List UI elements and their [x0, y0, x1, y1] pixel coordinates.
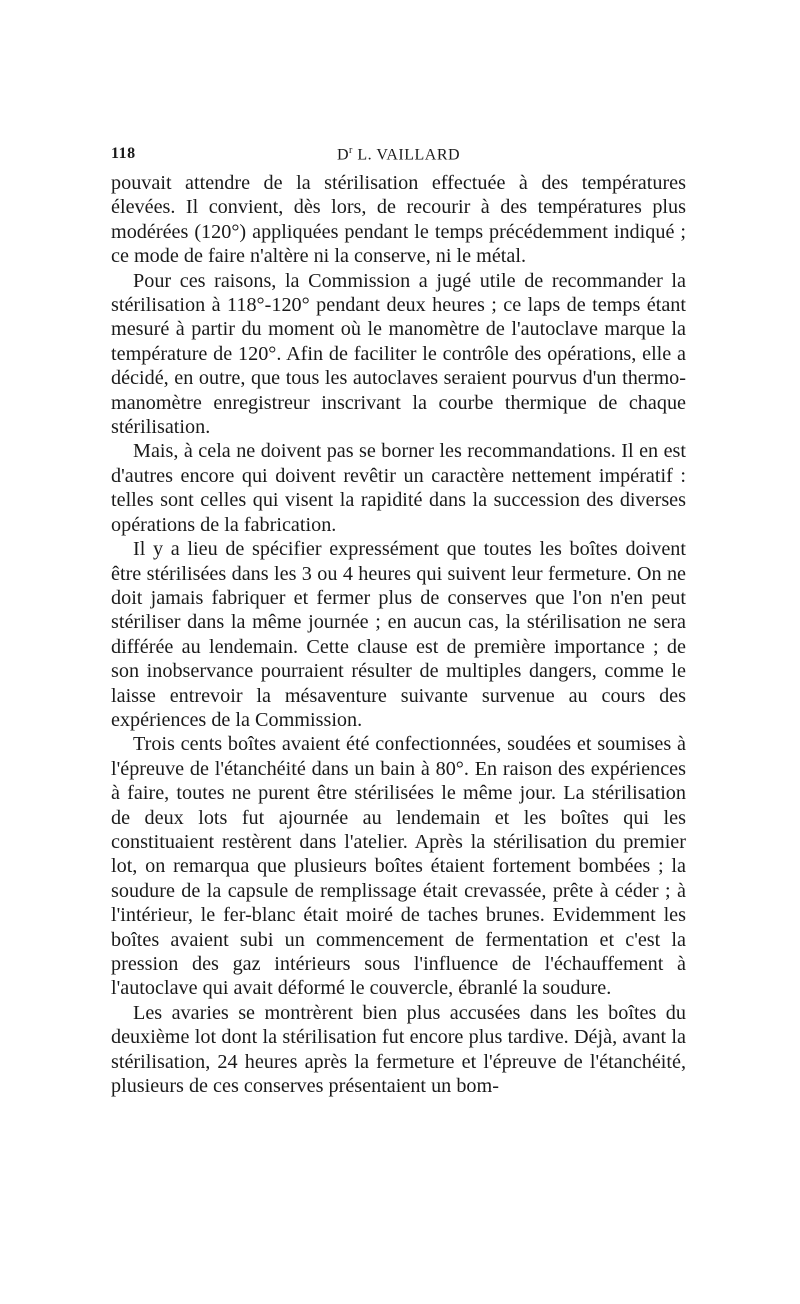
paragraph-1: pouvait attendre de la stérilisation effectuée à des températures élevées. Il convient, dès lors, de recourir à des températures plus modérées (120°) appliquées pendant le temps précédemment indiqué ; ce mode de faire n'altère ni la conserve, ni le métal.	[111, 172, 686, 268]
running-head-author	[111, 145, 686, 164]
author-prefix: D	[336, 146, 350, 164]
paragraph-6: Les avaries se montrèrent bien plus accusées dans les boîtes du deuxième lot dont la stérilisation fut encore plus tardive. Déjà, avant la stérilisation, 24 heures après la fermeture et l'épreuve de l'étanchéité, plusieurs de ces conserves présentaient un bom-	[111, 1001, 686, 1098]
author-superscript: r	[349, 145, 353, 156]
paragraph-5: Trois cents boîtes avaient été confectionnées, soudées et soumises à l'épreuve de l'étanchéité dans un bain à 80°. En raison des expériences à faire, toutes ne purent être stérilisées le même jour. La stérilisation de deux lots fut ajournée au lendemain et les boîtes qui les constituaient restèrent dans l'atelier. Après la stérilisation du premier lot, on remarqua que plusieurs boîtes étaient fortement bombées ; la soudure de la capsule de remplissage était crevassée, prête à céder ; à l'intérieur, le fer-blanc était moiré de taches brunes. Evidemment les boîtes avaient subi un commencement de fermentation et c'est la pression des gaz intérieurs sous l'influence de l'échauffement à l'autoclave qui avait déformé le couvercle, ébranlé la soudure.	[111, 733, 686, 1000]
running-head	[111, 143, 686, 171]
paragraph-2: Pour ces raisons, la Commission a jugé utile de recommander la stérilisation à 118°-120° pendant deux heures ; ce laps de temps étant mesuré à partir du moment où le manomètre de l'autoclave marque la température de 120°. Afin de faciliter le contrôle des opérations, elle a décidé, en outre, que tous les autoclaves seraient pourvus d'un thermo-manomètre enregistreur inscrivant la courbe thermique de chaque stérilisation.	[111, 269, 686, 439]
author-name: L. VAILLARD	[352, 146, 461, 164]
body-text	[111, 171, 686, 1098]
page-number: 118	[111, 145, 136, 162]
paragraph-4: Il y a lieu de spécifier expressément que toutes les boîtes doivent être stérilisées dans les 3 ou 4 heures qui suivent leur fermeture. On ne doit jamais fabriquer et fermer plus de conserves que l'on n'en peut stériliser dans la même journée ; en aucun cas, la stérilisation ne sera différée au lendemain. Cette clause est de première importance ; de son inobservance pourraient résulter de multiples dangers, comme le laisse entrevoir la mésaventure suivante survenue au cours des expériences de la Commission.	[111, 538, 686, 731]
paragraph-3: Mais, à cela ne doivent pas se borner les recommandations. Il en est d'autres encore qui doivent revêtir un caractère nettement impératif : telles sont celles qui visent la rapidité dans la succession des diverses opérations de la fabrication.	[111, 440, 686, 536]
book-page	[111, 143, 686, 1098]
